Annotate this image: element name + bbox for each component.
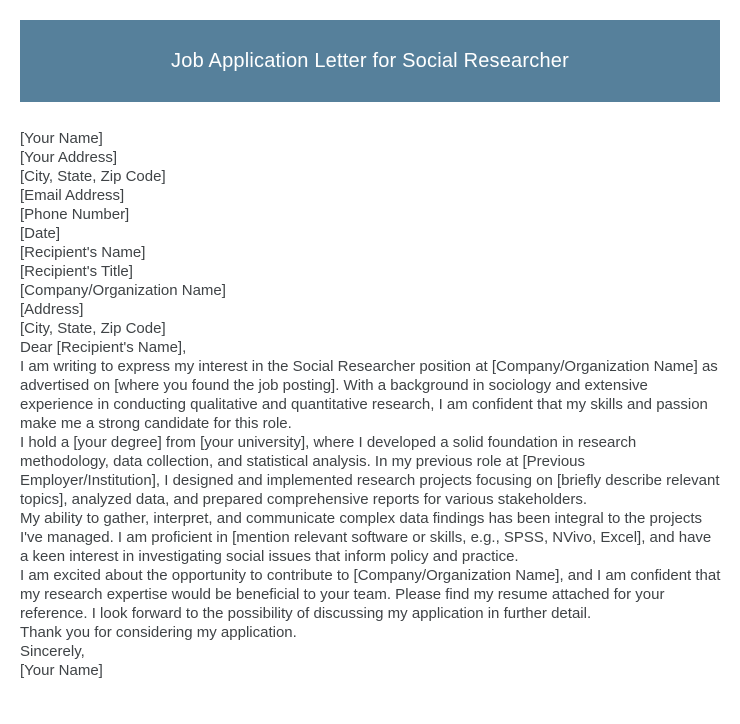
sender-city-line: [City, State, Zip Code] [20,168,166,185]
letter-body [20,129,722,680]
recipient-company-line: [Company/Organization Name] [20,282,226,299]
letter-paragraph-4: I am excited about the opportunity to contribute to [Company/Organization Name], and I am confident that my research expertise would be beneficial to your team. Please find my resume attached for your reference. I look forward to the possibility of discussing my application in further detail. [20,567,721,622]
recipient-title-line: [Recipient's Title] [20,263,133,280]
letter-header-band [20,20,720,102]
sender-address-line: [Your Address] [20,149,118,166]
closing-line: Sincerely, [20,643,85,660]
letter-paragraph-2: I hold a [your degree] from [your university], where I developed a solid foundation in research methodology, data collection, and statistical analysis. In my previous role at [Previous Employer/Institution], I designed and implemented research projects focusing on [briefly describe relevant topics], analyzed data, and prepared comprehensive reports for various stakeholders. [20,434,720,508]
sender-name-line: [Your Name] [20,130,103,147]
sender-phone-line: [Phone Number] [20,206,130,223]
thank-you-line: Thank you for considering my application. [20,624,297,641]
salutation-line: Dear [Recipient's Name], [20,339,187,356]
letter-paragraph-3: My ability to gather, interpret, and communicate complex data findings has been integral to the projects I've managed. I am proficient in [mention relevant software or skills, e.g., SPSS, NVivo, Excel], and have a keen interest in investigating social issues that inform policy and practice. [20,510,712,565]
recipient-city-line: [City, State, Zip Code] [20,320,166,337]
signature-line: [Your Name] [20,662,103,679]
page-title: Job Application Letter for Social Researcher [171,49,569,72]
recipient-address-line: [Address] [20,301,84,318]
letter-paragraph-1: I am writing to express my interest in the Social Researcher position at [Company/Organization Name] as advertised on [where you found the job posting]. With a background in sociology and extensive experience in conducting qualitative and quantitative research, I am confident that my skills and passion make me a strong candidate for this role. [20,358,718,432]
date-line: [Date] [20,225,61,242]
recipient-name-line: [Recipient's Name] [20,244,146,261]
sender-email-line: [Email Address] [20,187,125,204]
